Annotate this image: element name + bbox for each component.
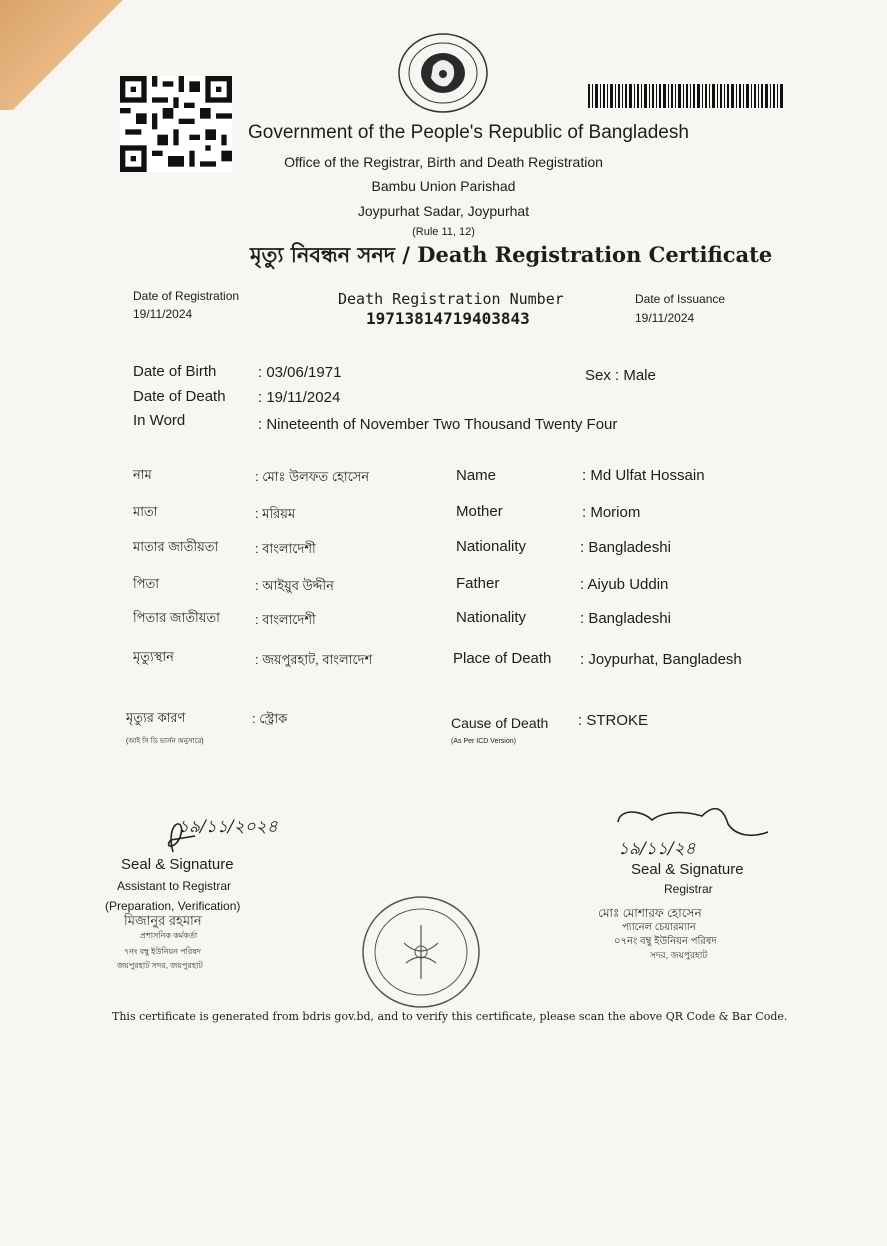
issuance-date-label: Date of Issuance <box>635 292 726 306</box>
father-bn-value: : আইয়ুব উদ্দীন <box>255 578 334 593</box>
cause-bn-label: মৃত্যুর কারণ <box>126 710 186 725</box>
name-bn-value: : মোঃ উলফত হোসেন <box>255 469 370 484</box>
father-nationality-en-label: Nationality <box>456 609 527 626</box>
cause-bn-value: : স্ট্রোক <box>252 711 288 726</box>
government-title: Government of the People's Republic of Bangladesh <box>248 122 689 143</box>
birth-date-label: Date of Birth <box>133 363 217 380</box>
inword-value: : Nineteenth of November Two Thousand Twenty Four <box>258 416 618 433</box>
mother-nationality-en-value: : Bangladeshi <box>580 539 671 556</box>
right-stamp-name: মোঃ মোশারফ হোসেন <box>598 906 702 920</box>
father-en-label: Father <box>456 575 500 592</box>
father-nationality-en-value: : Bangladeshi <box>580 610 671 627</box>
mother-nationality-bn-value: : বাংলাদেশী <box>255 541 316 556</box>
union-parishad-seal-icon <box>360 893 482 1011</box>
left-stamp-name: মিজানুর রহমান <box>124 913 202 928</box>
certificate-title: মৃত্যু নিবন্ধন সনদ / Death Registration Certificate <box>250 242 773 267</box>
death-place-en-label: Place of Death <box>453 650 552 667</box>
registration-number-value: 19713814719403843 <box>366 309 530 328</box>
left-role-detail: (Preparation, Verification) <box>105 899 241 913</box>
office-title: Office of the Registrar, Birth and Death Registration <box>284 154 603 170</box>
father-nationality-bn-label: পিতার জাতীয়তা <box>133 610 220 625</box>
mother-en-label: Mother <box>456 503 503 520</box>
death-date-value: : 19/11/2024 <box>258 389 341 406</box>
cause-bn-note: (আই সি ডি ভার্সন অনুসারে) <box>126 738 204 745</box>
name-en-value: : Md Ulfat Hossain <box>582 467 705 484</box>
right-stamp-line1: প্যানেল চেয়ারম্যান <box>622 922 696 933</box>
registration-date-label: Date of Registration <box>133 289 240 303</box>
mother-nationality-en-label: Nationality <box>456 538 527 555</box>
birth-date-value: : 03/06/1971 <box>258 364 342 381</box>
location-name: Joypurhat Sadar, Joypurhat <box>357 203 530 219</box>
father-en-value: : Aiyub Uddin <box>580 576 669 593</box>
right-signature-date: ১৯/১১/২৪ <box>618 839 696 859</box>
cause-en-value: : STROKE <box>578 712 649 729</box>
rule-reference: (Rule 11, 12) <box>412 226 475 238</box>
death-place-bn-value: : জয়পুরহাট, বাংলাদেশ <box>255 652 373 667</box>
right-stamp-line3: সদর, জয়পুরহাট <box>650 950 708 960</box>
right-seal-label: Seal & Signature <box>631 861 744 878</box>
left-stamp-line3: জয়পুরহাট সদর, জয়পুরহাট <box>117 961 203 970</box>
government-emblem-icon <box>397 32 489 114</box>
registration-number-label: Death Registration Number <box>338 290 564 308</box>
mother-bn-value: : মরিয়ম <box>255 506 296 521</box>
right-stamp-line2: ০৭নং বম্বু ইউনিয়ন পরিষদ <box>614 936 717 947</box>
name-bn-label: নাম <box>133 467 152 482</box>
registration-date-value: 19/11/2024 <box>133 307 193 321</box>
mother-bn-label: মাতা <box>133 504 158 519</box>
barcode-icon <box>588 84 784 108</box>
mother-en-value: : Moriom <box>582 504 641 521</box>
left-role: Assistant to Registrar <box>117 879 232 893</box>
left-seal-label: Seal & Signature <box>121 856 234 873</box>
right-role: Registrar <box>664 882 713 896</box>
left-signature-date: ১৯/১১/২০২৪ <box>178 817 278 837</box>
inword-label: In Word <box>133 412 186 429</box>
left-stamp-line2: ৭নং বম্বু ইউনিয়ন পরিষদ <box>124 947 201 956</box>
union-name: Bambu Union Parishad <box>371 178 516 194</box>
name-en-label: Name <box>456 467 497 484</box>
sex-value: Sex : Male <box>585 367 656 384</box>
footer-note: This certificate is generated from bdris gov.bd, and to verify this certificate, please scan the above QR Code & Bar Code. <box>112 1010 788 1023</box>
left-stamp-line1: প্রশাসনিক কর্মকর্তা <box>140 931 198 940</box>
cause-en-note: (As Per ICD Version) <box>451 738 516 745</box>
father-bn-label: পিতা <box>133 576 160 591</box>
issuance-date-value: 19/11/2024 <box>635 311 695 325</box>
death-place-en-value: : Joypurhat, Bangladesh <box>580 651 742 668</box>
mother-nationality-bn-label: মাতার জাতীয়তা <box>133 539 219 554</box>
death-place-bn-label: মৃত্যুস্থান <box>133 649 174 664</box>
cause-en-label: Cause of Death <box>451 715 549 731</box>
father-nationality-bn-value: : বাংলাদেশী <box>255 612 316 627</box>
death-date-label: Date of Death <box>133 388 226 405</box>
